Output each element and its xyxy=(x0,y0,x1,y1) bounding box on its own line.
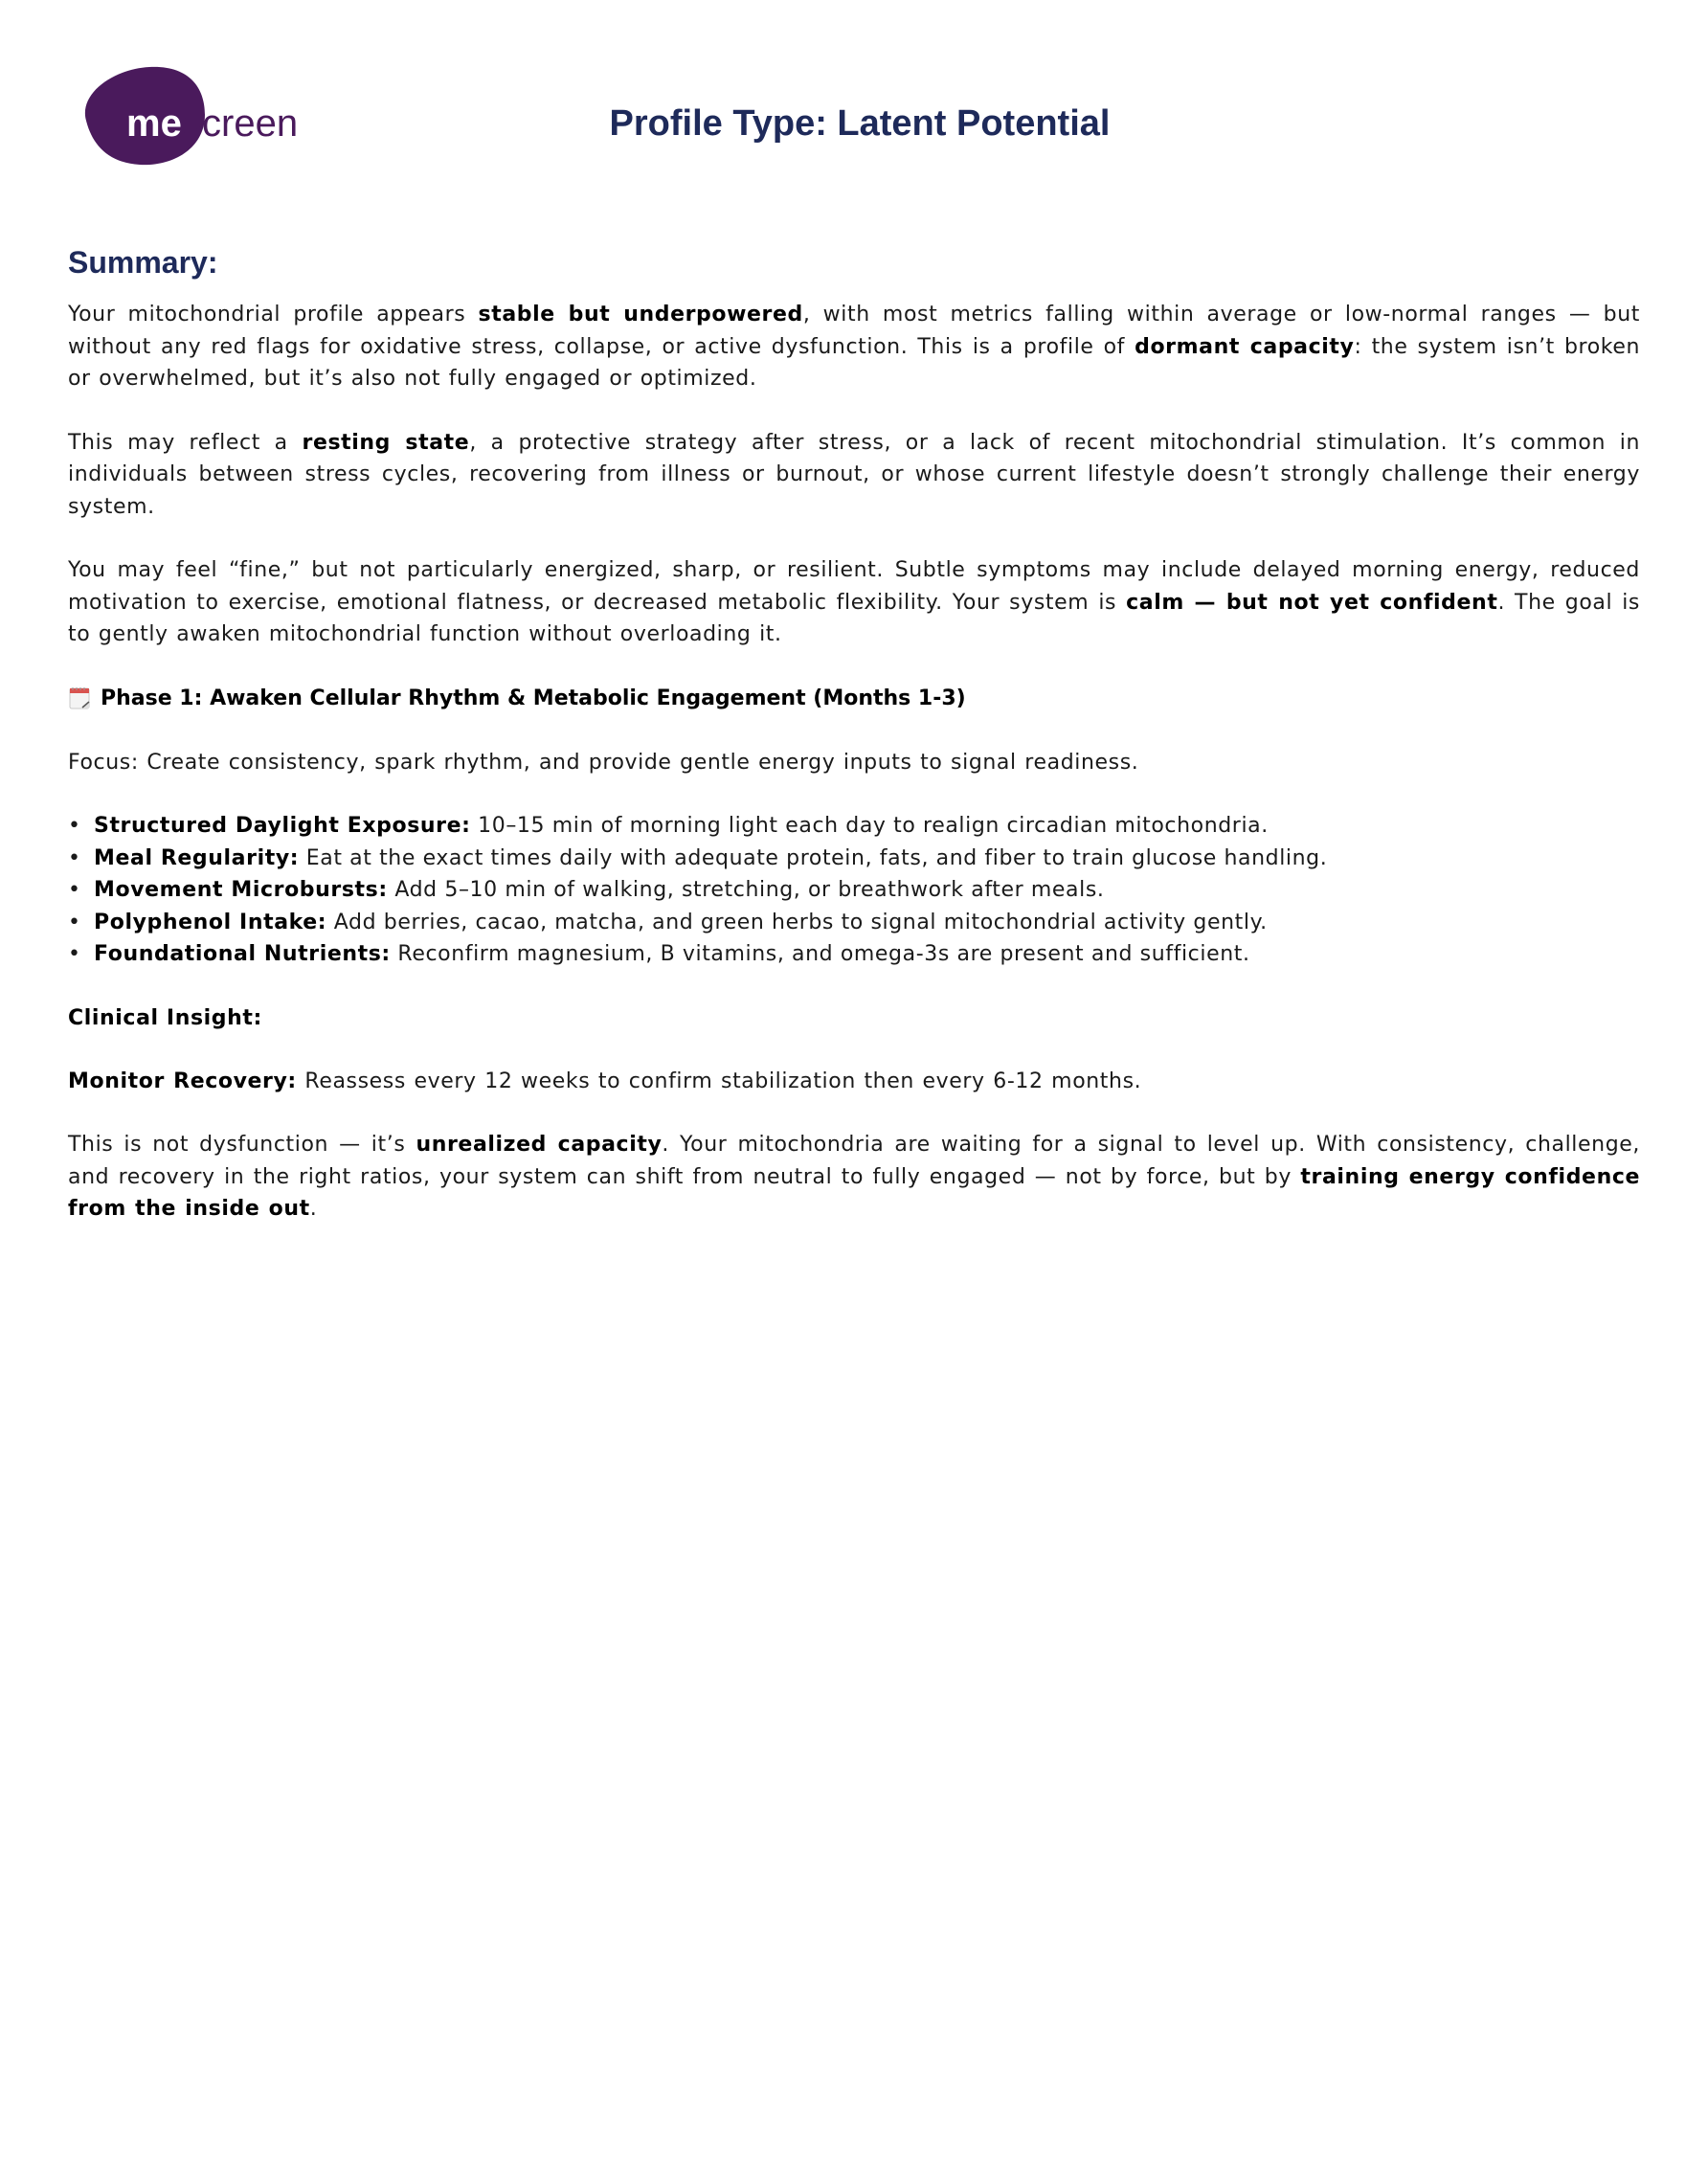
monitor-recovery-label: Monitor Recovery: xyxy=(68,1069,297,1093)
list-item-text: Eat at the exact times daily with adequate protein, fats, and fiber to train glucose handling. xyxy=(299,845,1328,870)
emphasis-text: resting state xyxy=(302,430,470,455)
bullet-icon: • xyxy=(68,878,81,902)
emphasis-text: dormant capacity xyxy=(1135,334,1355,359)
summary-heading: Summary: xyxy=(68,245,218,280)
bullet-icon: • xyxy=(68,910,81,934)
monitor-recovery xyxy=(68,1066,1640,1098)
list-item xyxy=(68,843,1640,875)
logo-text-screen: screen xyxy=(183,102,299,145)
phase-1-action-list xyxy=(68,810,1640,971)
list-item-label: Structured Daylight Exposure: xyxy=(94,814,471,838)
text-run: , with most metrics falling within average or low-normal ranges — but without any red flags for oxidative stress, collapse, or active dysfunction. This is a profile of xyxy=(68,303,1640,359)
closing-paragraph xyxy=(68,1129,1640,1226)
logo-text-me: me xyxy=(126,102,182,145)
page-title: Profile Type: Latent Potential xyxy=(609,103,1111,144)
clinical-insight-heading: Clinical Insight: xyxy=(68,1005,262,1030)
phase-1-heading xyxy=(68,683,1640,714)
list-item-text: Add berries, cacao, matcha, and green herbs to signal mitochondrial activity gently. xyxy=(326,910,1268,934)
list-item-label: Foundational Nutrients: xyxy=(94,942,391,966)
list-item-text: Add 5–10 min of walking, stretching, or breathwork after meals. xyxy=(387,878,1105,902)
summary-paragraph-1 xyxy=(68,299,1640,395)
phase-1-focus: Focus: Create consistency, spark rhythm, and provide gentle energy inputs to signal readiness. xyxy=(68,750,1139,775)
phase-1-heading-text: Phase 1: Awaken Cellular Rhythm & Metabolic Engagement (Months 1-3) xyxy=(101,686,966,710)
emphasis-text: calm — but not yet confident xyxy=(1126,590,1498,615)
text-run: . xyxy=(309,1197,318,1221)
text-run: . Your mitochondria are waiting for a signal to level up. With consistency, challenge, and recovery in the right ratios, your system can shift from neutral to fully engaged — not by force, but by xyxy=(68,1133,1640,1189)
bullet-icon: • xyxy=(68,814,81,838)
text-run: This may reflect a xyxy=(68,430,303,455)
list-item xyxy=(68,874,1640,907)
list-item-label: Movement Microbursts: xyxy=(94,878,388,902)
text-run: This is not dysfunction — it’s xyxy=(68,1133,416,1157)
calendar-icon xyxy=(68,686,93,710)
list-item xyxy=(68,810,1640,843)
emphasis-text: stable but underpowered xyxy=(478,303,803,326)
emphasis-text: unrealized capacity xyxy=(416,1133,663,1157)
summary-paragraph-3 xyxy=(68,554,1640,651)
text-run: . The goal is to gently awaken mitochondrial function without overloading it. xyxy=(68,590,1640,646)
list-item-label: Meal Regularity: xyxy=(94,845,300,870)
bullet-icon: • xyxy=(68,845,81,870)
summary-paragraph-2 xyxy=(68,427,1640,524)
emphasis-text: training energy confidence from the inside out xyxy=(68,1164,1640,1221)
text-run: : the system isn’t broken or overwhelmed, but it’s also not fully engaged or optimized. xyxy=(68,334,1641,391)
list-item-label: Polyphenol Intake: xyxy=(94,910,327,934)
list-item-text: Reconfirm magnesium, B vitamins, and omega-3s are present and sufficient. xyxy=(390,942,1250,966)
list-item-text: 10–15 min of morning light each day to realign circadian mitochondria. xyxy=(470,814,1269,838)
text-run: You may feel “fine,” but not particularly energized, sharp, or resilient. Subtle symptoms may include delayed morning energy, reduced motivation to exercise, emotional flatness, or decreased metabolic flexibility. Your system is xyxy=(68,558,1640,615)
list-item xyxy=(68,907,1640,939)
list-item xyxy=(68,938,1640,971)
monitor-recovery-text: Reassess every 12 weeks to confirm stabilization then every 6-12 months. xyxy=(296,1069,1142,1093)
document-body xyxy=(68,239,1640,1257)
bullet-icon: • xyxy=(68,942,81,966)
text-run: Your mitochondrial profile appears xyxy=(68,303,479,326)
text-run: , a protective strategy after stress, or a lack of recent mitochondrial stimulation. It’s common in individuals between stress cycles, recovering from illness or burnout, or whose current lifestyle doesn’t strongly challenge their energy system. xyxy=(68,430,1641,519)
